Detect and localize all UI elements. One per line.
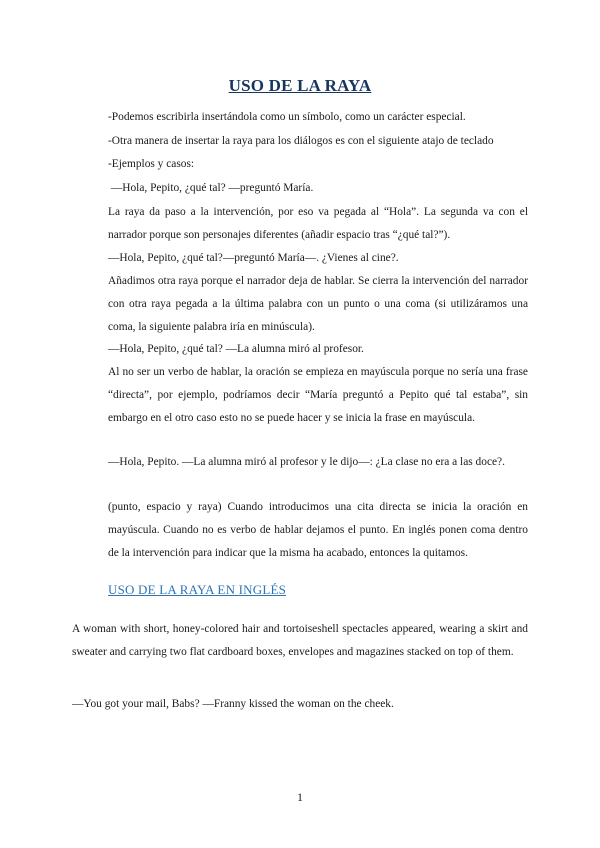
english-paragraph-2: —You got your mail, Babs? —Franny kissed the woman on the cheek. [72, 698, 394, 710]
paragraph-2: -Otra manera de insertar la raya para los diálogos es con el siguiente atajo de teclado [108, 135, 494, 147]
english-paragraph-1: A woman with short, honey-colored hair and tortoiseshell spectacles appeared, wearing a skirt and sweater and carrying two flat cardboard boxes, envelopes and magazines stacked on top of them. [72, 623, 528, 658]
paragraph-8: —Hola, Pepito, ¿qué tal? —La alumna miró al profesor. [108, 343, 364, 355]
paragraph-10: —Hola, Pepito. —La alumna miró al profesor y le dijo—: ¿La clase no era a las doce?. [108, 456, 505, 468]
paragraph-4: —Hola, Pepito, ¿qué tal? —preguntó María. [108, 182, 314, 194]
page-number: 1 [297, 790, 303, 804]
paragraph-3: -Ejemplos y casos: [108, 158, 195, 170]
paragraph-9: Al no ser un verbo de hablar, la oración se empieza en mayúscula porque no sería una frase “directa”, por ejemplo, podríamos decir “María preguntó a Pepito qué tal estaba”, sin embargo en el otro caso esto no se puede hacer y se inicia la frase en mayúscula. [108, 366, 528, 424]
document-title: USO DE LA RAYA [228, 76, 372, 95]
paragraph-5: La raya da paso a la intervención, por eso va pegada al “Hola”. La segunda va con el narrador porque son personajes diferentes (añadir espacio tras “¿qué tal?”). [108, 206, 528, 241]
paragraph-11: (punto, espacio y raya) Cuando introducimos una cita directa se inicia la oración en mayúscula. Cuando no es verbo de hablar dejamos el punto. En inglés ponen coma dentro de la intervención para indicar que la misma ha acabado, entonces la quitamos. [108, 501, 528, 559]
paragraph-1: -Podemos escribirla insertándola como un símbolo, como un carácter especial. [108, 111, 466, 123]
section-subtitle: USO DE LA RAYA EN INGLÉS [108, 582, 287, 597]
paragraph-6: —Hola, Pepito, ¿qué tal?—preguntó María—. ¿Vienes al cine?. [108, 252, 399, 264]
paragraph-7: Añadimos otra raya porque el narrador deja de hablar. Se cierra la intervención del narrador con otra raya pegada a la última palabra con un punto o una coma (si utilizáramos una coma, la siguiente palabra iría en minúscula). [108, 275, 528, 333]
